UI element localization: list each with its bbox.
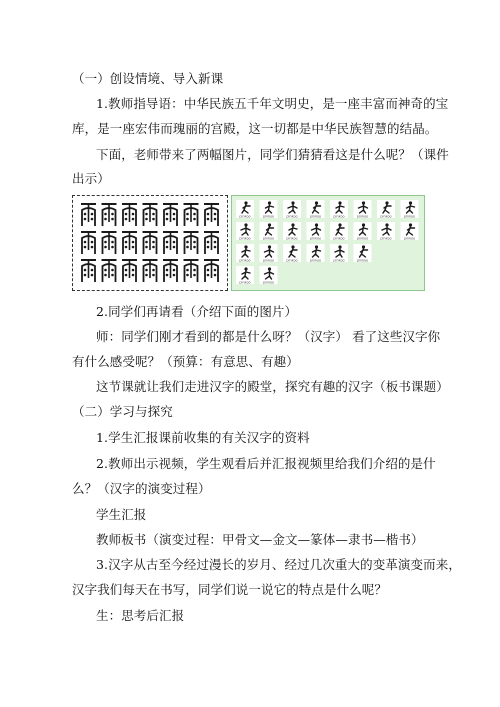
rain-glyph — [184, 204, 199, 226]
section2-paragraph-1: 1.学生汇报课前收集的有关汉字的资料 — [96, 430, 310, 445]
tile-label: pinkoo — [356, 214, 369, 219]
section2-paragraph-6: 生：思考后汇报 — [96, 608, 185, 623]
rain-glyph — [102, 260, 117, 282]
rain-glyph — [81, 232, 96, 254]
rain-glyph — [122, 232, 137, 254]
person-glyph-tile — [377, 200, 395, 218]
rain-glyph — [143, 232, 158, 254]
section2-paragraph-2-line-2: 么？（汉字的演变过程） — [72, 481, 211, 496]
person-glyph-tile — [260, 222, 278, 240]
section-heading-1: （一）创设情境、导入新课 — [72, 71, 224, 86]
person-glyph-tile — [330, 200, 348, 218]
tile-label: pinkoo — [239, 258, 251, 263]
tile-label: pinkoo — [356, 236, 369, 241]
tile-label: pinkoo — [333, 258, 345, 263]
tile-label: pinkoo — [380, 214, 392, 219]
person-glyph-tile — [307, 222, 325, 240]
tile-label: pinkoo — [309, 236, 322, 241]
tile-label: pinkoo — [262, 236, 275, 241]
tile-label: pinkoo — [239, 214, 251, 219]
section2-paragraph-3: 学生汇报 — [96, 507, 147, 522]
tile-label: pinkoo — [333, 214, 345, 219]
person-glyph-tile — [354, 200, 372, 218]
person-glyph-tile — [236, 244, 254, 262]
person-glyph-tile — [283, 222, 301, 240]
person-glyph-tile — [330, 244, 348, 262]
rain-glyph-grid-image — [73, 196, 227, 290]
oracle-bone-rain-figure — [72, 195, 228, 291]
rain-glyph — [204, 232, 219, 254]
tile-label: pinkoo — [286, 258, 298, 263]
rain-glyph — [163, 204, 178, 226]
tile-label: pinkoo — [333, 236, 345, 241]
section2-paragraph-5-line-1: 3.汉字从古至今经过漫长的岁月、经过几次重大的变革演变而来， — [96, 557, 461, 572]
section2-paragraph-4: 教师板书（演变过程：甲骨文—金文—篆体—隶书—楷书） — [96, 532, 424, 547]
rain-glyph — [102, 232, 117, 254]
rain-glyph — [81, 204, 96, 226]
tile-label: pinkoo — [380, 236, 392, 241]
section2-paragraph-5-line-2: 汉字我们每天在书写，同学们说一说它的特点是什么呢？ — [72, 582, 388, 597]
person-glyph-tile — [307, 244, 325, 262]
rain-glyph — [184, 232, 199, 254]
tile-label: pinkoo — [403, 236, 416, 241]
rain-glyph — [184, 260, 199, 282]
person-glyph-tile — [401, 200, 419, 218]
paragraph-2-line-2: 出示） — [72, 171, 110, 186]
paragraph-3: 2.同学们再请看（介绍下面的图片） — [96, 304, 298, 319]
tile-label: pinkoo — [239, 280, 251, 285]
person-glyph-tile — [307, 200, 325, 218]
rain-glyph — [143, 204, 158, 226]
tile-label: pinkoo — [239, 236, 251, 241]
paragraph-1-line-2: 库，是一座宏伟而瑰丽的宫殿，这一切都是中华民族智慧的结晶。 — [72, 121, 438, 136]
rain-glyph — [122, 260, 137, 282]
paragraph-1-line-1: 1.教师指导语：中华民族五千年文明史，是一座丰富而神奇的宝 — [96, 96, 449, 111]
person-glyph-tile — [354, 222, 372, 240]
paragraph-4-line-1: 师：同学们刚才看到的都是什么呀？（汉字） 看了这些汉字你 — [96, 329, 441, 344]
rain-glyph — [204, 204, 219, 226]
paragraph-2-line-1: 下面，老师带来了两幅图片，同学们猜猜看这是什么呢？（课件 — [96, 147, 449, 162]
person-glyph-tile — [401, 222, 419, 240]
person-glyph-tile — [283, 200, 301, 218]
person-glyph-tile — [283, 244, 301, 262]
person-glyph-tile — [260, 200, 278, 218]
rain-glyph — [102, 204, 117, 226]
paragraph-5-line-1: 这节课就让我们走进汉字的殿堂，探究有趣的汉字（板书课题） — [96, 379, 449, 394]
person-glyph-tile — [330, 222, 348, 240]
section2-paragraph-2-line-1: 2.教师出示视频，学生观看后并汇报视频里给我们介绍的是什 — [96, 456, 436, 471]
tile-label: pinkoo — [356, 258, 369, 263]
tile-label: pinkoo — [286, 236, 298, 241]
rain-glyph — [163, 260, 178, 282]
tile-label: pinkoo — [309, 214, 322, 219]
tile-label: pinkoo — [262, 214, 275, 219]
rain-glyph — [143, 260, 158, 282]
section-heading-2: （二）学习与探究 — [72, 404, 173, 419]
person-glyph-tile — [236, 222, 254, 240]
paragraph-4-line-2: 有什么感受呢？（预算：有意思、有趣） — [72, 354, 299, 369]
rain-glyph — [122, 204, 137, 226]
person-glyph-tile — [377, 222, 395, 240]
tile-label: pinkoo — [262, 258, 275, 263]
person-glyph-tile — [260, 244, 278, 262]
oracle-bone-people-figure — [231, 195, 425, 291]
tile-label: pinkoo — [262, 280, 275, 285]
tile-label: pinkoo — [286, 214, 298, 219]
rain-glyph — [163, 232, 178, 254]
person-glyph-tile — [354, 244, 372, 262]
tile-label: pinkoo — [403, 214, 416, 219]
rain-glyph — [81, 260, 96, 282]
person-glyph-grid-image — [232, 196, 424, 290]
person-glyph-tile — [236, 266, 254, 284]
tile-label: pinkoo — [309, 258, 322, 263]
rain-glyph — [204, 260, 219, 282]
person-glyph-tile — [260, 266, 278, 284]
person-glyph-tile — [236, 200, 254, 218]
